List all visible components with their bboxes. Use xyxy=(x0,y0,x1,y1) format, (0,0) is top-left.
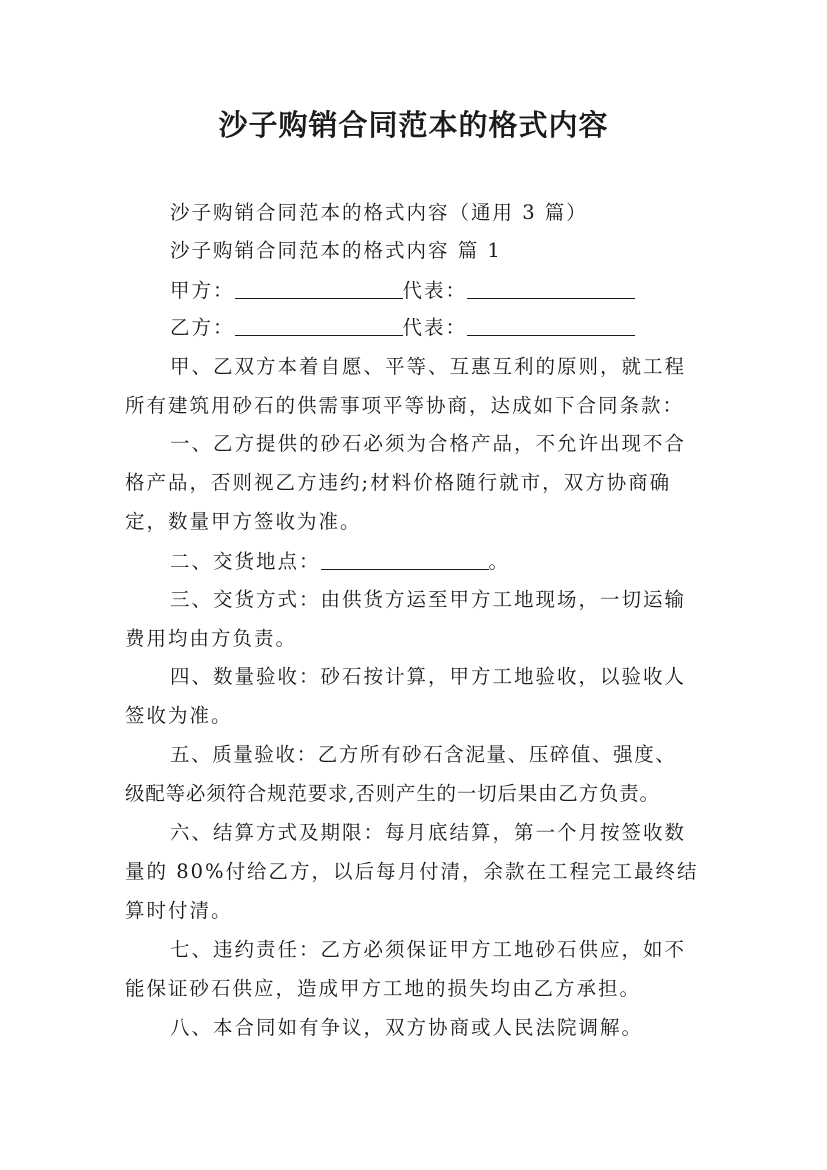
intro-line-2: 所有建筑用砂石的供需事项平等协商，达成如下合同条款： xyxy=(125,394,685,417)
document-title: 沙子购销合同范本的格式内容 xyxy=(218,108,609,142)
clause6-line-1: 六、结算方式及期限：每月底结算，第一个月按签收数 xyxy=(170,821,687,844)
clause3-line-1: 三、交货方式：由供货方运至甲方工地现场，一切运输 xyxy=(170,588,687,611)
clause3-line-2: 费用均由方负责。 xyxy=(125,627,298,650)
party-a-label: 甲方： xyxy=(170,279,235,302)
party-b-blank xyxy=(235,317,403,336)
party-a-blank xyxy=(235,280,403,299)
clause4-line-1: 四、数量验收：砂石按计算，甲方工地验收，以验收人 xyxy=(170,665,687,688)
clause6-line-2: 量的 80%付给乙方，以后每月付清，余款在工程完工最终结 xyxy=(125,860,699,883)
party-a-line xyxy=(170,279,635,303)
section-heading: 沙子购销合同范本的格式内容 篇 1 xyxy=(170,239,502,262)
delivery-location-blank xyxy=(321,551,489,570)
party-b-line xyxy=(170,316,635,340)
document-subtitle: 沙子购销合同范本的格式内容（通用 3 篇） xyxy=(170,201,588,224)
clause8-line: 八、本合同如有争议，双方协商或人民法院调解。 xyxy=(170,1016,644,1039)
intro-line-1: 甲、乙双方本着自愿、平等、互惠互利的原则，就工程 xyxy=(170,355,687,378)
clause1-line-1: 一、乙方提供的砂石必须为合格产品，不允许出现不合 xyxy=(170,432,687,455)
clause2-line xyxy=(170,550,510,574)
clause7-line-1: 七、违约责任：乙方必须保证甲方工地砂石供应，如不 xyxy=(170,938,687,961)
clause2-end: 。 xyxy=(488,550,511,573)
clause5-line-2: 级配等必须符合规范要求,否则产生的一切后果由乙方负责。 xyxy=(125,782,660,805)
clause7-line-2: 能保证砂石供应，造成甲方工地的损失均由乙方承担。 xyxy=(125,977,642,1000)
party-b-representative-blank xyxy=(467,317,635,336)
clause5-line-1: 五、质量验收：乙方所有砂石含泥量、压碎值、强度、 xyxy=(170,743,677,766)
clause1-line-2: 格产品，否则视乙方违约;材料价格随行就市，双方协商确 xyxy=(125,471,672,494)
party-a-representative-label: 代表： xyxy=(402,279,468,302)
clause4-line-2: 签收为准。 xyxy=(125,704,233,727)
party-b-label: 乙方： xyxy=(170,316,235,339)
clause6-line-3: 算时付清。 xyxy=(125,899,233,922)
party-b-representative-label: 代表： xyxy=(402,316,468,339)
clause2-label: 二、交货地点： xyxy=(170,550,321,573)
party-a-representative-blank xyxy=(467,280,635,299)
clause1-line-3: 定，数量甲方签收为准。 xyxy=(125,510,362,533)
